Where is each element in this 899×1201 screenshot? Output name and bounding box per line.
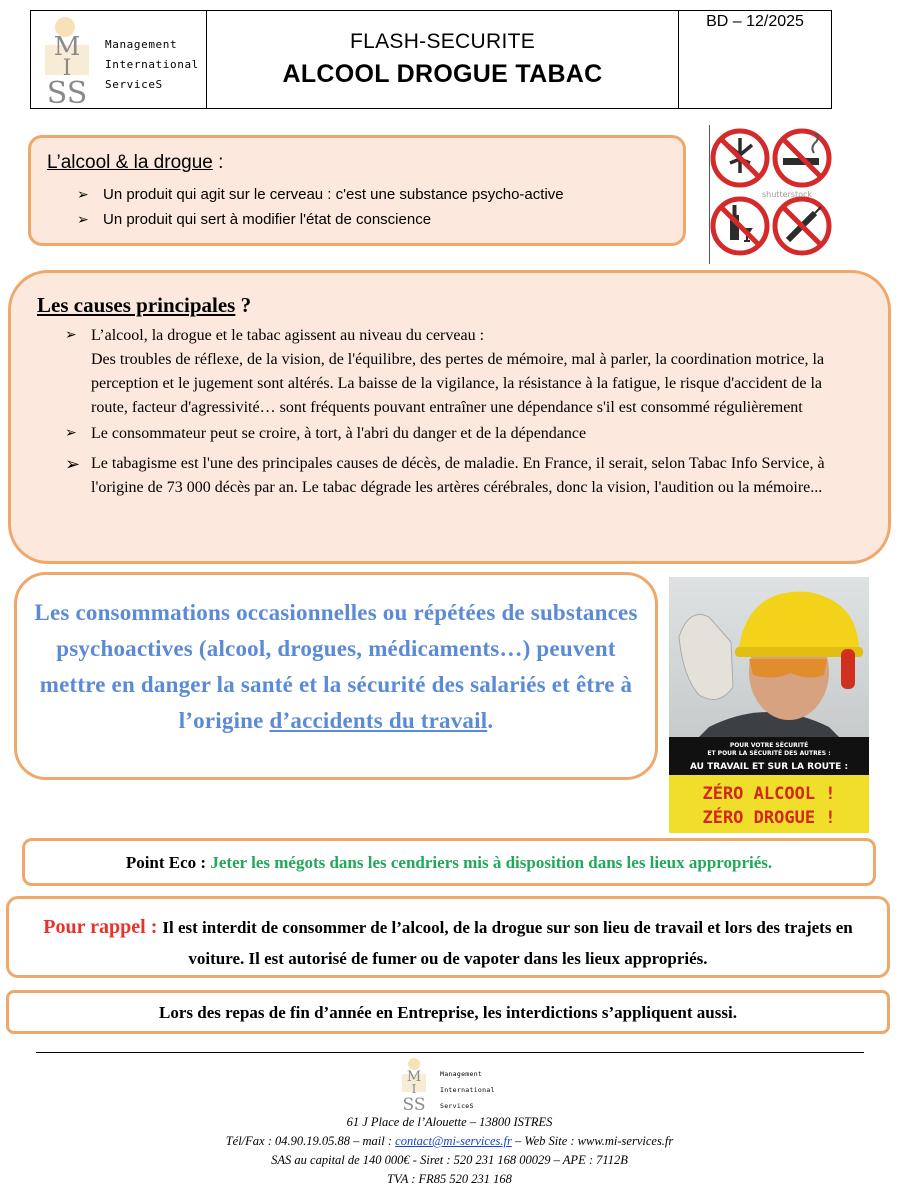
accidents-link[interactable]: d’accidents du travail bbox=[269, 708, 488, 733]
list-item: ➢ Le tabagisme est l'une des principales causes de décès, de maladie. En France, il serait, selon Tabac Info Service, à l'origine de 73 000 décès par an. Le tabac dégrade les artères cérébrales, donc la vision, l'audition ou la mémoire... bbox=[37, 452, 862, 500]
svg-text:I: I bbox=[411, 1082, 417, 1096]
footer-sas: SAS au capital de 140 000€ - Siret : 520 231 168 00029 – APE : 7112B bbox=[271, 1153, 628, 1167]
svg-text:I: I bbox=[62, 56, 72, 81]
poster-line-3: AU TRAVAIL ET SUR LA ROUTE : bbox=[689, 762, 849, 772]
list-item: ➢ Le consommateur peut se croire, à tort, à l'abri du danger et de la dépendance bbox=[37, 422, 862, 446]
svg-text:M: M bbox=[406, 1069, 422, 1085]
footer-divider bbox=[36, 1052, 864, 1053]
no-drugs-sign-icon bbox=[713, 131, 767, 185]
footer-tva: TVA : FR85 520 231 168 bbox=[387, 1172, 512, 1186]
alcool-list bbox=[47, 182, 667, 232]
repas-fin-annee-box: Lors des repas de fin d’année en Entreprise, les interdictions s’appliquent aussi. bbox=[6, 990, 890, 1034]
no-alcohol-sign-icon bbox=[713, 199, 767, 253]
flash-label: FLASH-SECURITE bbox=[349, 30, 536, 53]
mis-logo-icon bbox=[37, 15, 97, 107]
causes-heading: Les causes principales ? bbox=[37, 293, 252, 317]
poster-line-5: ZÉRO DROGUE ! bbox=[702, 808, 836, 828]
mis-logo-icon bbox=[398, 1056, 430, 1112]
poster-line-4: ZÉRO ALCOOL ! bbox=[702, 784, 836, 804]
point-eco-text: Jeter les mégots dans les cendriers mis à disposition dans les lieux appropriés. bbox=[210, 853, 773, 872]
no-syringe-sign-icon bbox=[775, 199, 829, 253]
footer-phone-line: Tél/Fax : 04.90.19.05.88 – mail : contact@mi-services.fr – Web Site : www.mi-services.fr bbox=[225, 1134, 674, 1148]
footer-company-name: Management International ServiceS bbox=[440, 1070, 495, 1110]
poster-line-2: ET POUR LA SÉCURITÉ DES AUTRES : bbox=[707, 750, 831, 757]
document-reference: BD – 12/2025 bbox=[706, 13, 804, 30]
footer-logo bbox=[398, 1056, 518, 1112]
company-logo-cell bbox=[31, 11, 207, 108]
svg-text:M: M bbox=[53, 32, 81, 62]
title-cell bbox=[207, 11, 679, 108]
prohibition-signs-image bbox=[709, 125, 832, 264]
rappel-text: Il est interdit de consommer de l’alcool, de la drogue sur son lieu de travail et lors des trajets en voiture. Il est autorisé de fumer ou de vapoter dans les lieux appropriés. bbox=[162, 918, 853, 968]
no-smoking-sign-icon bbox=[775, 131, 829, 185]
list-item: ➢ Un produit qui agit sur le cerveau : c'est une substance psycho-active bbox=[47, 182, 667, 207]
footer-address: 61 J Place de l’Alouette – 13800 ISTRES bbox=[346, 1115, 553, 1129]
point-eco-label: Point Eco : bbox=[125, 853, 211, 872]
document-header bbox=[30, 10, 832, 109]
shutterstock-watermark: shutterstock bbox=[762, 190, 813, 199]
pour-rappel-box bbox=[6, 896, 890, 978]
contact-email-link[interactable]: contact@mi-services.fr bbox=[395, 1134, 512, 1148]
alcool-heading: L’alcool & la drogue : bbox=[47, 152, 224, 173]
zero-alcool-poster-image bbox=[669, 577, 869, 833]
list-item: ➢ Un produit qui sert à modifier l'état de conscience bbox=[47, 207, 667, 232]
list-item: ➢ L’alcool, la drogue et le tabac agissent au niveau du cerveau : Des troubles de réflexe, de la vision, de l'équilibre, des pertes de mémoire, mal à parler, la coordination motrice, la perception et le jugement sont altérés. La baisse de la vigilance, la résistance à la fatigue, le risque d'accident de la route, facteur d'agressivité… sont fréquents pouvant entraîner une dépendance s'il est consommé régulièrement bbox=[37, 324, 862, 420]
svg-text:SS: SS bbox=[46, 76, 88, 107]
point-eco-box bbox=[22, 838, 876, 886]
causes-list bbox=[37, 324, 862, 500]
poster-line-1: POUR VOTRE SÉCURITÉ bbox=[729, 742, 809, 749]
warning-message-box: Les consommations occasionnelles ou répétées de substances psychoactives (alcool, drogues, médicaments…) peuvent mettre en danger la santé et la sécurité des salariés et être à l’origine d’accidents du travail. bbox=[14, 572, 658, 780]
alcool-drogue-box bbox=[28, 135, 686, 246]
causes-box bbox=[8, 270, 891, 564]
svg-text:SS: SS bbox=[402, 1095, 426, 1112]
rappel-label: Pour rappel : bbox=[43, 916, 163, 938]
company-name: Management International ServiceS bbox=[105, 38, 199, 91]
footer-contact bbox=[0, 1113, 899, 1189]
page-title: ALCOOL DROGUE TABAC bbox=[282, 60, 603, 88]
